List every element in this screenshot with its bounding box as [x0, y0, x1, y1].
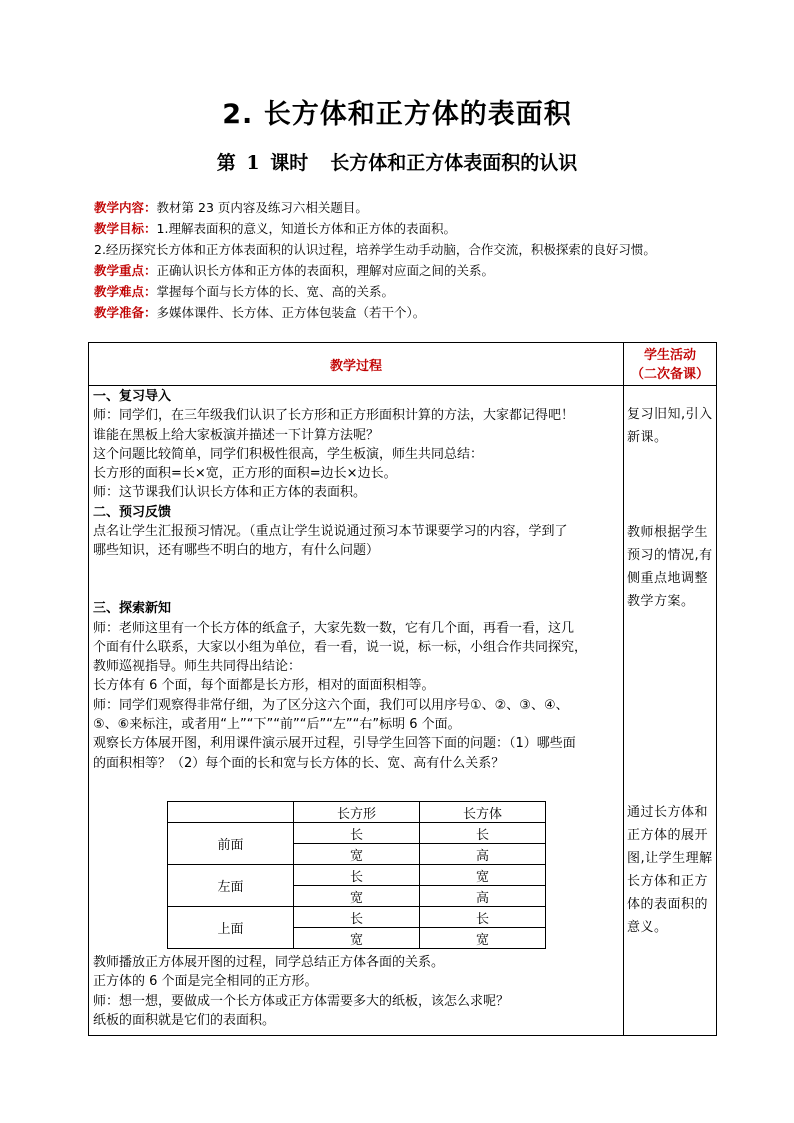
activity-header-title: 学生活动 — [643, 348, 696, 363]
process-line: 正方体的 6 个面是完全相同的正方形。 — [93, 974, 318, 990]
process-line: 师：这节课我们认识长方体和正方体的表面积。 — [93, 485, 367, 501]
table-cell: 宽 — [294, 844, 420, 865]
section-heading: 三、探索新知 — [93, 601, 172, 617]
process-line: 个面有什么联系，大家以小组为单位，看一看，说一说，标一标，小组合作共同探究， — [93, 639, 588, 655]
table-cell: 长 — [294, 907, 420, 928]
table-cell — [168, 802, 294, 823]
process-line: 师：想一想，要做成一个长方体或正方体需要多大的纸板，该怎么求呢？ — [93, 993, 510, 1009]
lesson-subtitle — [0, 148, 794, 175]
info-text: 2.经历探究长方体和正方体表面积的认识过程，培养学生动手动脑，合作交流，积极探索的良好习惯。 — [94, 242, 656, 257]
process-line: 师：同学们，在三年级我们认识了长方形和正方形面积计算的方法，大家都记得吧！ — [93, 408, 575, 424]
table-cell: 宽 — [420, 928, 546, 949]
info-text: 1.理解表面积的意义，知道长方体和正方体的表面积。 — [156, 221, 456, 236]
process-line: 教师播放正方体展开图的过程，同学总结正方体各面的关系。 — [93, 955, 445, 970]
table-cell: 长 — [420, 907, 546, 928]
section-heading: 一、复习导入 — [93, 389, 172, 404]
process-content — [93, 387, 621, 773]
process-line: ⑤、⑥来标注，或者用“上”“下”“前”“后”“左”“右”标明 6 个面。 — [93, 717, 461, 733]
info-line — [94, 239, 734, 260]
lesson-number: 第 1 课时 — [216, 152, 309, 174]
activity-header-subtitle: （二次备课） — [630, 367, 709, 382]
after-table-content — [93, 953, 621, 1030]
info-line — [94, 197, 734, 218]
header-divider — [89, 385, 716, 386]
info-line — [94, 260, 734, 281]
face-cell: 左面 — [168, 865, 294, 907]
activity-header — [624, 343, 716, 385]
column-divider — [623, 343, 624, 1035]
blank-line — [93, 580, 621, 599]
student-activity-note: 通过长方体和正方体的展开图,让学生理解长方体和正方体的表面积的意义。 — [627, 805, 713, 935]
table-cell: 长方形 — [294, 802, 420, 823]
process-line: 长方形的面积=长×宽，正方形的面积=边长×边长。 — [93, 466, 397, 482]
table-cell: 长方体 — [420, 802, 546, 823]
process-line: 点名让学生汇报预习情况。（重点让学生说说通过预习本节课要学习的内容，学到了 — [93, 524, 568, 540]
student-activity-note: 教师根据学生预习的情况,有侧重点地调整教学方案。 — [627, 525, 713, 609]
info-text: 掌握每个面与长方体的长、宽、高的关系。 — [156, 284, 395, 299]
table-cell: 高 — [420, 886, 546, 907]
process-line: 纸板的面积就是它们的表面积。 — [93, 1012, 276, 1028]
info-line — [94, 281, 734, 302]
process-line: 教师巡视指导。师生共同得出结论： — [93, 659, 302, 675]
info-line — [94, 218, 734, 239]
table-row — [168, 907, 546, 928]
info-line — [94, 302, 734, 323]
info-text: 正确认识长方体和正方体的表面积，理解对应面之间的关系。 — [156, 263, 495, 278]
lesson-table — [88, 342, 717, 1036]
table-cell: 宽 — [420, 865, 546, 886]
info-text: 多媒体课件、长方体、正方体包装盒（若干个）。 — [156, 305, 426, 320]
info-label: 教学难点： — [94, 284, 157, 299]
table-cell: 长 — [294, 865, 420, 886]
blank-line — [93, 561, 621, 580]
info-label: 教学准备： — [94, 305, 157, 320]
table-cell: 高 — [420, 844, 546, 865]
process-line: 师：老师这里有一个长方体的纸盒子，大家先数一数，它有几个面，再看一看，这几 — [93, 620, 575, 636]
process-line: 谁能在黑板上给大家板演并描述一下计算方法呢？ — [93, 427, 380, 443]
face-cell: 上面 — [168, 907, 294, 949]
table-row — [168, 802, 546, 823]
table-row — [168, 865, 546, 886]
table-cell: 宽 — [294, 886, 420, 907]
dimension-table — [167, 801, 546, 949]
info-label: 教学目标： — [94, 221, 157, 236]
section-heading: 二、预习反馈 — [93, 504, 172, 520]
process-line: 观察长方体展开图，利用课件演示展开过程，引导学生回答下面的问题：（1）哪些面 — [93, 736, 576, 752]
face-cell: 前面 — [168, 823, 294, 865]
process-line: 师：同学们观察得非常仔细，为了区分这六个面，我们可以用序号①、②、③、④、 — [93, 697, 569, 713]
table-cell: 宽 — [294, 928, 420, 949]
document-title: 2. 长方体和正方体的表面积 — [222, 99, 572, 130]
student-activity-note: 复习旧知,引入新课。 — [627, 407, 713, 445]
lesson-topic: 长方体和正方体表面积的认识 — [330, 152, 578, 174]
process-line: 长方体有 6 个面，每个面都是长方形，相对的面面积相等。 — [93, 678, 435, 694]
info-text: 教材第 23 页内容及练习六相关题目。 — [156, 200, 368, 215]
info-label: 教学重点： — [94, 263, 157, 278]
process-header: 教学过程 — [329, 358, 382, 374]
table-cell: 长 — [294, 823, 420, 844]
table-row — [168, 823, 546, 844]
process-line: 哪些知识，还有哪些不明白的地方，有什么问题） — [93, 543, 380, 559]
table-cell: 长 — [420, 823, 546, 844]
info-label: 教学内容： — [94, 200, 157, 215]
process-line: 这个问题比较简单，同学们积极性很高，学生板演，师生共同总结： — [93, 446, 484, 462]
process-line: 的面积相等？（2）每个面的长和宽与长方体的长、宽、高有什么关系？ — [93, 755, 505, 771]
lesson-info — [94, 197, 734, 323]
